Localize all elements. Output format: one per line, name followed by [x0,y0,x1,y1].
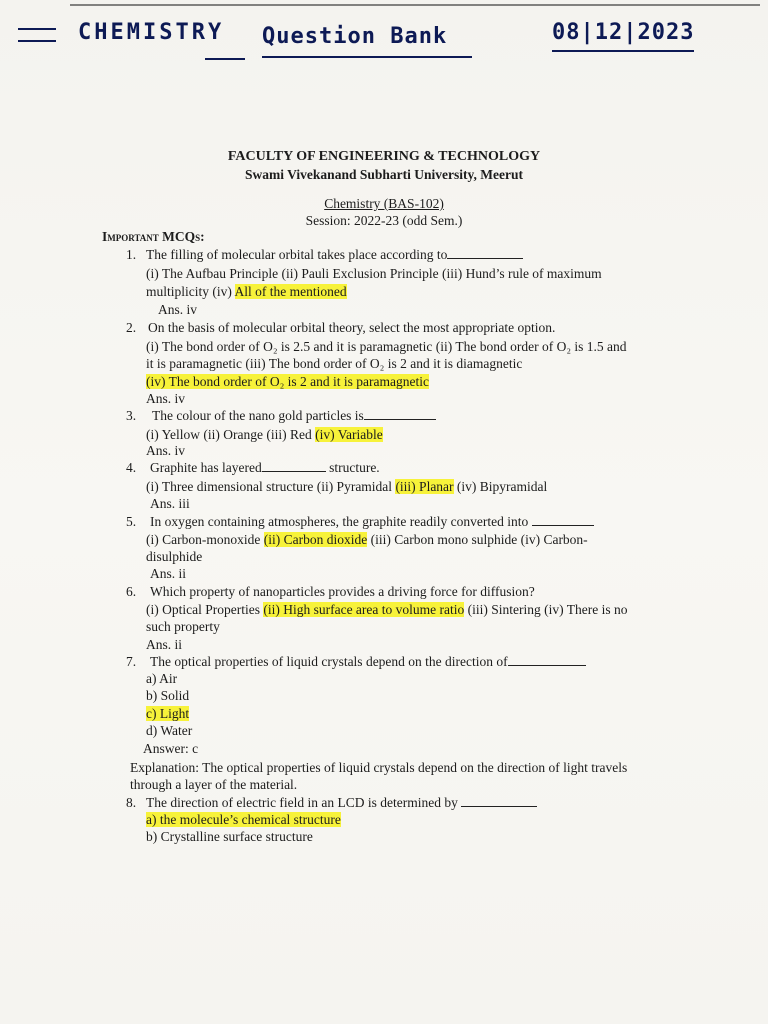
options-text: (iii) Sintering (iv) There is no [464,602,628,617]
answer-line: Ans. ii [146,637,183,652]
question-number: 3. [126,408,137,423]
answer-line: Ans. iii [150,496,190,511]
question-text-part: In oxygen containing atmospheres, the graphite readily converted into [150,514,529,529]
handwritten-date: 08|12|2023 [552,20,695,45]
question-number: 7. [126,654,137,669]
highlighted-answer: (ii) Carbon dioxide [263,532,368,547]
question-text-part: The optical properties of liquid crystals depend on the direction of [150,654,508,669]
course-code: Chemistry (BAS-102) [324,196,444,211]
question-options [146,479,547,495]
options-text: multiplicity (iv) [146,284,235,299]
highlighted-answer: (ii) High surface area to volume ratio [263,602,465,617]
question-text [150,514,594,530]
explanation-text: through a layer of the material. [130,777,298,792]
question-options [146,374,429,390]
question-options [146,602,628,618]
highlighted-answer: c) Light [146,706,190,721]
answer-blank [461,796,537,807]
question-text-part: The colour of the nano gold particles is [152,408,364,423]
handwritten-underline [262,56,472,58]
answer-blank [447,248,523,259]
question-number: 4. [126,460,137,475]
faculty-heading: FACULTY OF ENGINEERING & TECHNOLOGY [227,149,541,164]
handwritten-title: CHEMISTRY [78,20,225,45]
highlighted-answer: a) the molecule’s chemical structure [146,812,341,827]
question-options [146,532,588,548]
question-number: 1. [126,247,137,262]
question-text [146,247,523,263]
explanation-text: Explanation: The optical properties of liquid crystals depend on the direction of light travels [130,760,628,775]
handwritten-underline [552,50,694,52]
university-heading: Swami Vivekanand Subharti University, Meerut [245,167,523,182]
answer-blank [262,461,326,472]
option-item: b) Solid [146,688,190,703]
question-text-part: Graphite has layered [150,460,262,475]
course-heading [0,196,768,212]
question-number: 6. [126,584,137,599]
answer-line: Ans. iv [146,443,186,458]
highlighted-answer: All of the mentioned [234,284,347,299]
section-title: Important MCQs: [102,229,205,244]
answer-blank [364,409,436,420]
question-number: 2. [126,320,137,335]
answer-blank [508,655,586,666]
options-text: (i) Optical Properties [146,602,264,617]
question-text: On the basis of molecular orbital theory, select the most appropriate option. [148,320,556,335]
highlighted-answer: (iv) The bond order of O₂ is 2 and it is paramagnetic [146,374,430,389]
answer-line: Ans. iv [158,302,198,317]
handwritten-subtitle: Question Bank [262,24,448,49]
option-item [146,812,341,828]
question-text-part: The direction of electric field in an LCD is determined by [146,795,458,810]
question-text [150,654,586,670]
question-number: 5. [126,514,137,529]
handwritten-dash [18,28,56,42]
handwritten-underline [205,58,245,60]
question-text [150,460,380,476]
options-text: (i) Yellow (ii) Orange (iii) Red [146,427,316,442]
option-item: a) Air [146,671,178,686]
question-options: such property [146,619,220,634]
option-item [146,706,189,722]
options-text: (i) Three dimensional structure (ii) Pyramidal [146,479,396,494]
answer-line: Ans. ii [150,566,187,581]
options-text: (iii) Carbon mono sulphide (iv) Carbon- [367,532,588,547]
page-edge-line [70,4,760,6]
answer-line: Ans. iv [146,391,186,406]
options-text: (i) Carbon-monoxide [146,532,264,547]
question-text-part: structure. [329,460,380,475]
answer-line: Answer: c [143,741,199,756]
question-text [152,408,436,424]
question-options [146,284,347,300]
question-options: disulphide [146,549,203,564]
question-options [146,427,383,443]
answer-blank [532,515,594,526]
option-item: b) Crystalline surface structure [146,829,313,844]
question-options: (i) The bond order of O₂ is 2.5 and it is paramagnetic (ii) The bond order of O₂ is 1.5 and [146,339,627,354]
question-options: it is paramagnetic (iii) The bond order of O₂ is 2 and it is diamagnetic [146,356,523,371]
question-options: (i) The Aufbau Principle (ii) Pauli Exclusion Principle (iii) Hund’s rule of maximum [146,266,602,281]
highlighted-answer: (iii) Planar [395,479,454,494]
question-text [146,795,537,811]
question-number: 8. [126,795,137,810]
session-heading: Session: 2022-23 (odd Sem.) [305,213,463,228]
question-text-part: The filling of molecular orbital takes place according to [146,247,448,262]
options-text: (iv) Bipyramidal [453,479,548,494]
highlighted-answer: (iv) Variable [315,427,383,442]
option-item: d) Water [146,723,193,738]
question-text: Which property of nanoparticles provides a driving force for diffusion? [150,584,535,599]
